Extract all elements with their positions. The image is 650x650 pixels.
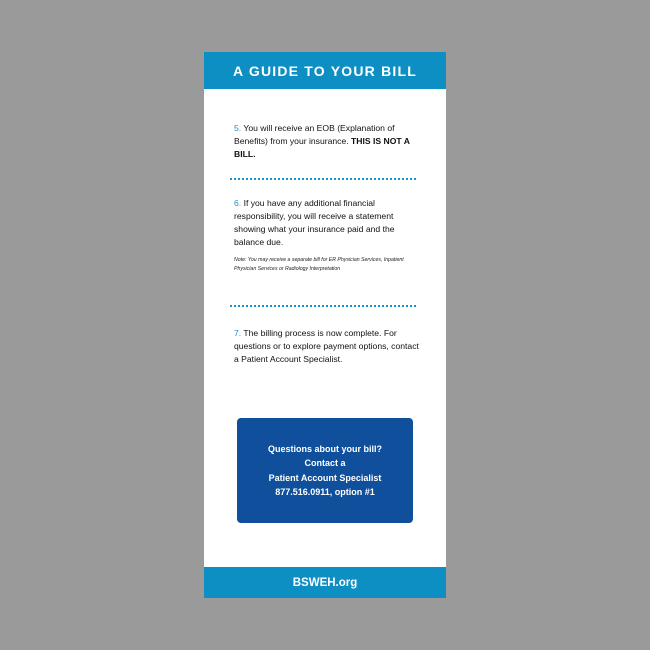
contact-box bbox=[237, 418, 413, 523]
bill-guide-card bbox=[204, 52, 446, 598]
contact-question: Questions about your bill? bbox=[267, 443, 382, 454]
step-5 bbox=[234, 122, 420, 161]
step-5-emphasis: THIS IS NOT A BILL. bbox=[234, 136, 410, 159]
step-7-text: The billing process is now complete. For questions or to explore payment options, contact a Patient Account Specialist. bbox=[234, 328, 419, 364]
step-6 bbox=[234, 197, 420, 249]
website-link[interactable]: BSWEH.org bbox=[292, 576, 358, 589]
contact-phone[interactable]: 877.516.0911, option #1 bbox=[275, 487, 375, 497]
dotted-divider bbox=[230, 178, 416, 180]
step-7 bbox=[234, 327, 420, 366]
step-6-number: 6. bbox=[234, 198, 242, 208]
step-7-number: 7. bbox=[234, 328, 242, 338]
contact-prompt: Contact a bbox=[304, 458, 346, 468]
step-6-text: If you have any additional financial responsibility, you will receive a statement showing what your insurance paid and the balance due. bbox=[234, 198, 395, 247]
step-5-number: 5. bbox=[234, 123, 242, 133]
step-5-text: You will receive an EOB (Explanation of Benefits) from your insurance. bbox=[234, 123, 395, 146]
header-banner bbox=[204, 52, 446, 89]
footer-banner bbox=[204, 567, 446, 598]
note-text: Note: You may receive a separate bill for ER Physician Services, Inpatient Physician Services or Radiology Interpretation bbox=[234, 257, 404, 272]
contact-role: Patient Account Specialist bbox=[268, 472, 382, 483]
header-title: A GUIDE TO YOUR BILL bbox=[233, 62, 417, 79]
dotted-divider bbox=[230, 305, 416, 307]
